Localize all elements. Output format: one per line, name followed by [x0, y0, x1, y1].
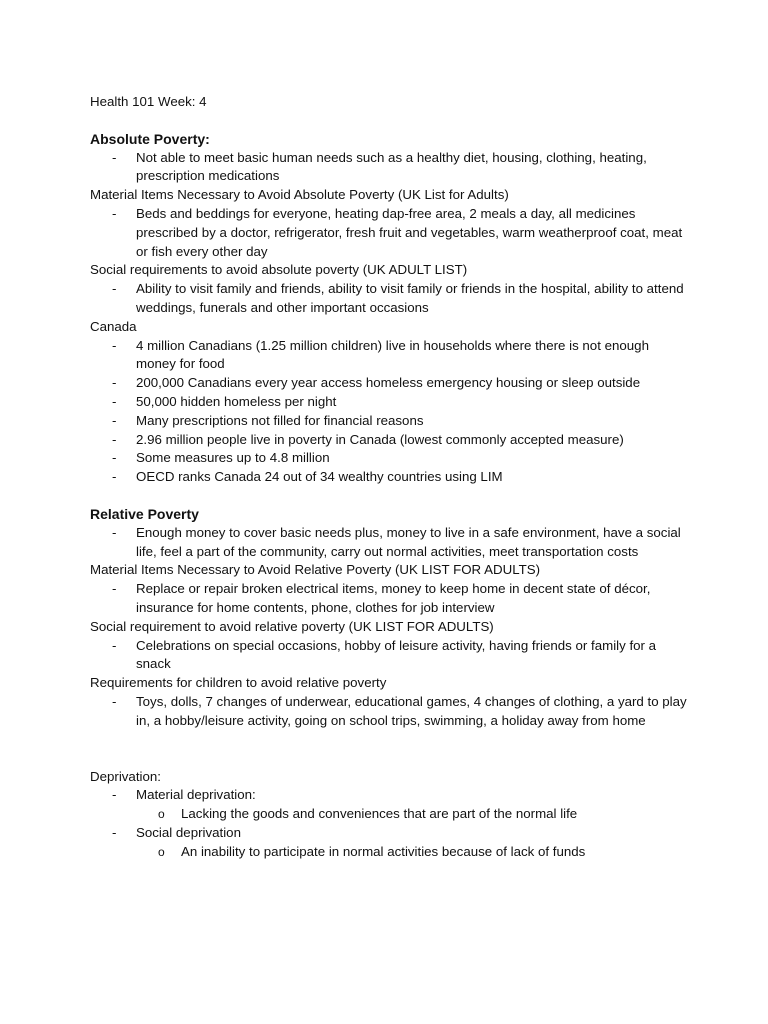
dash-bullet: - — [112, 637, 117, 653]
dash-bullet: - — [112, 149, 117, 165]
dash-bullet: - — [112, 375, 117, 391]
dash-bullet: - — [112, 205, 117, 221]
material-deprivation-label: Material deprivation: — [136, 787, 256, 803]
list-item — [90, 693, 690, 731]
list-item — [90, 280, 690, 318]
list-item — [90, 786, 690, 805]
canada-item: 4 million Canadians (1.25 million children) live in households where there is not enough money for food — [136, 337, 649, 372]
dash-bullet: - — [112, 824, 117, 840]
relative-definition: Enough money to cover basic needs plus, money to live in a safe environment, have a social life, feel a part of the community, carry out normal activities, meet transportation costs — [136, 524, 681, 559]
dash-bullet: - — [112, 412, 117, 428]
canada-label: Canada — [90, 318, 137, 334]
relative-social-item: Celebrations on special occasions, hobby of leisure activity, having friends or family for a snack — [136, 637, 657, 672]
dash-bullet: - — [112, 450, 117, 466]
list-item — [90, 431, 690, 450]
circle-bullet: o — [158, 807, 165, 822]
canada-item: 2.96 million people live in poverty in Canada (lowest commonly accepted measure) — [136, 431, 624, 447]
canada-item: OECD ranks Canada 24 out of 34 wealthy countries using LIM — [136, 469, 503, 485]
circle-bullet: o — [158, 844, 165, 859]
children-label: Requirements for children to avoid relative poverty — [90, 675, 387, 691]
list-item — [90, 374, 690, 393]
sub-list-item — [90, 805, 690, 824]
absolute-material-label: Material Items Necessary to Avoid Absolute Poverty (UK List for Adults) — [90, 187, 509, 203]
absolute-social-item: Ability to visit family and friends, ability to visit family or friends in the hospital, ability to attend weddings, funerals and other important occasions — [136, 281, 684, 315]
list-item — [90, 149, 690, 187]
relative-poverty-heading: Relative Poverty — [90, 505, 199, 522]
children-item: Toys, dolls, 7 changes of underwear, educational games, 4 changes of clothing, a yard to play in, a hobby/leisure activity, going on school trips, swimming, a holiday away from home — [136, 693, 687, 728]
deprivation-label: Deprivation: — [90, 768, 161, 784]
absolute-material-item: Beds and beddings for everyone, heating dap-free area, 2 meals a day, all medicines prescribed by a doctor, refrigerator, fresh fruit and vegetables, warm weatherproof coat, meat or fish every other day — [136, 205, 683, 259]
dash-bullet: - — [112, 469, 117, 485]
dash-bullet: - — [112, 281, 117, 297]
list-item — [90, 412, 690, 431]
list-item — [90, 449, 690, 468]
relative-material-label: Material Items Necessary to Avoid Relative Poverty (UK LIST FOR ADULTS) — [90, 562, 541, 578]
list-item — [90, 205, 690, 261]
canada-item: Some measures up to 4.8 million — [136, 450, 330, 466]
canada-item: 200,000 Canadians every year access homeless emergency housing or sleep outside — [136, 375, 641, 391]
social-deprivation-label: Social deprivation — [136, 824, 241, 840]
dash-bullet: - — [112, 337, 117, 353]
list-item — [90, 337, 690, 375]
document-body — [90, 93, 690, 861]
list-item — [90, 468, 690, 487]
list-item — [90, 393, 690, 412]
absolute-definition: Not able to meet basic human needs such as a healthy diet, housing, clothing, heating, prescription medications — [136, 149, 647, 184]
list-item — [90, 637, 690, 675]
dash-bullet: - — [112, 693, 117, 709]
list-item — [90, 824, 690, 843]
relative-material-item: Replace or repair broken electrical items, money to keep home in decent state of décor, insurance for home contents, phone, clothes for job interview — [136, 581, 651, 615]
material-deprivation-def: Lacking the goods and conveniences that are part of the normal life — [181, 806, 578, 822]
dash-bullet: - — [112, 431, 117, 447]
dash-bullet: - — [112, 393, 117, 409]
social-deprivation-def: An inability to participate in normal activities because of lack of funds — [181, 843, 586, 859]
dash-bullet: - — [112, 524, 117, 540]
relative-social-label: Social requirement to avoid relative poverty (UK LIST FOR ADULTS) — [90, 618, 494, 634]
list-item — [90, 524, 690, 562]
dash-bullet: - — [112, 581, 117, 597]
list-item — [90, 580, 690, 618]
dash-bullet: - — [112, 787, 117, 803]
canada-item: Many prescriptions not filled for financial reasons — [136, 412, 424, 428]
sub-list-item — [90, 843, 690, 862]
doc-title: Health 101 Week: 4 — [90, 94, 207, 109]
absolute-social-label: Social requirements to avoid absolute poverty (UK ADULT LIST) — [90, 262, 468, 278]
absolute-poverty-heading: Absolute Poverty: — [90, 130, 210, 147]
canada-item: 50,000 hidden homeless per night — [136, 393, 337, 409]
